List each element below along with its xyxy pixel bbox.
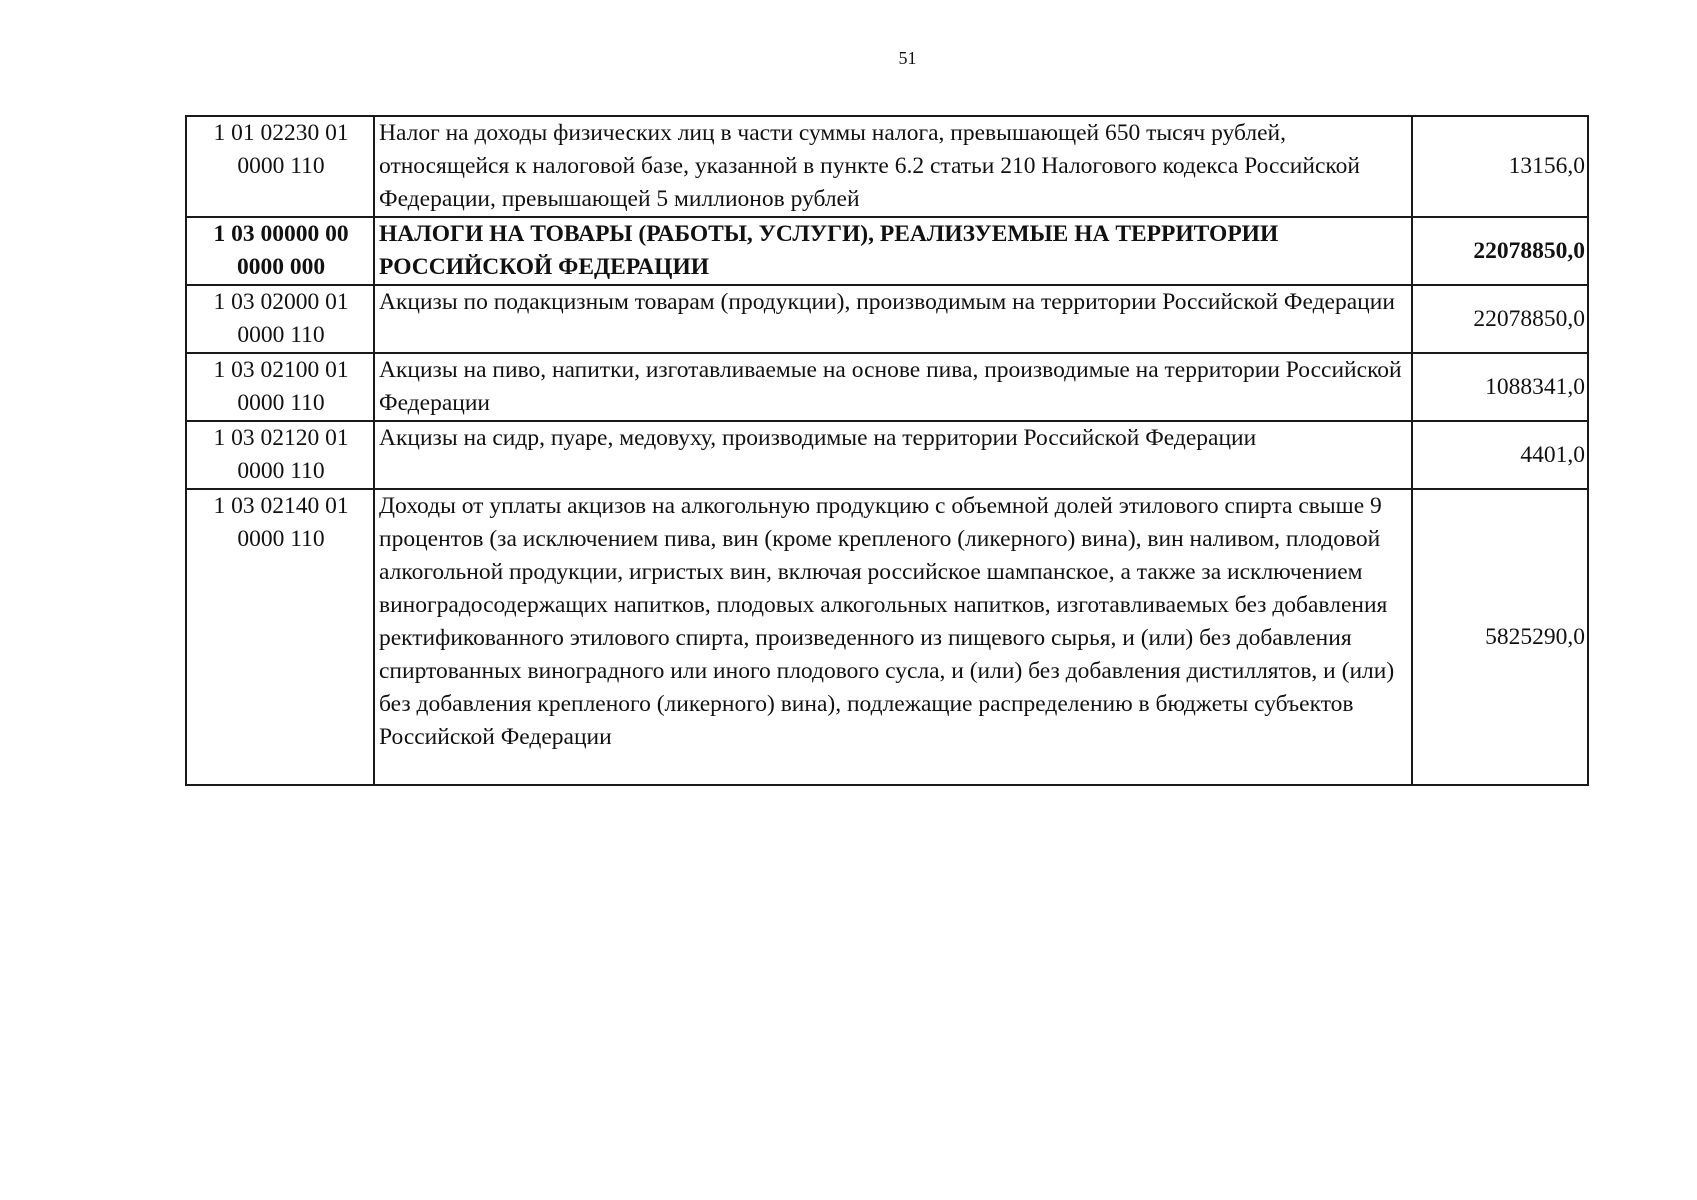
row-amount: 22078850,0 (1412, 285, 1588, 353)
row-code: 1 01 02230 01 0000 110 (186, 116, 374, 217)
table-row (186, 116, 1588, 217)
row-name: Налог на доходы физических лиц в части суммы налога, превышающей 650 тысяч рублей, относящейся к налоговой базе, указанной в пункте 6.2 статьи 210 Налогового кодекса Российской Федерации, превышающей 5 миллионов рублей (374, 116, 1412, 217)
table-row (186, 353, 1588, 421)
row-name: Акцизы по подакцизным товарам (продукции), производимым на территории Российской Федерации (374, 285, 1412, 353)
table-row (186, 489, 1588, 785)
row-amount: 5825290,0 (1412, 489, 1588, 785)
table-row (186, 285, 1588, 353)
row-name: Акцизы на сидр, пуаре, медовуху, производимые на территории Российской Федерации (374, 421, 1412, 489)
row-code: 1 03 02140 01 0000 110 (186, 489, 374, 785)
row-amount: 1088341,0 (1412, 353, 1588, 421)
table-row (186, 217, 1588, 285)
row-code: 1 03 02100 01 0000 110 (186, 353, 374, 421)
row-code: 1 03 02000 01 0000 110 (186, 285, 374, 353)
row-amount: 4401,0 (1412, 421, 1588, 489)
table-row (186, 421, 1588, 489)
row-amount: 22078850,0 (1412, 217, 1588, 285)
row-code: 1 03 02120 01 0000 110 (186, 421, 374, 489)
page-number: 51 (898, 48, 917, 68)
row-name: Акцизы на пиво, напитки, изготавливаемые на основе пива, производимые на территории Российской Федерации (374, 353, 1412, 421)
row-name: Доходы от уплаты акцизов на алкогольную продукцию с объемной долей этилового спирта свыше 9 процентов (за исключением пива, вин (кроме крепленого (ликерного) вина), вин наливом, плодовой алкогольной продукции, игристых вин, включая российское шампанское, а также за исключением виноградосодержащих напитков, плодовых алкогольных напитков, изготавливаемых без добавления ректификованного этилового спирта, произведенного из пищевого сырья, и (или) без добавления спиртованных виноградного или иного плодового сусла, и (или) без добавления дистиллятов, и (или) без добавления крепленого (ликерного) вина), подлежащие распределению в бюджеты субъектов Российской Федерации (374, 489, 1412, 785)
budget-revenue-table (185, 115, 1589, 786)
row-amount: 13156,0 (1412, 116, 1588, 217)
row-code: 1 03 00000 00 0000 000 (186, 217, 374, 285)
row-name: НАЛОГИ НА ТОВАРЫ (РАБОТЫ, УСЛУГИ), РЕАЛИЗУЕМЫЕ НА ТЕРРИТОРИИ РОССИЙСКОЙ ФЕДЕРАЦИИ (374, 217, 1412, 285)
